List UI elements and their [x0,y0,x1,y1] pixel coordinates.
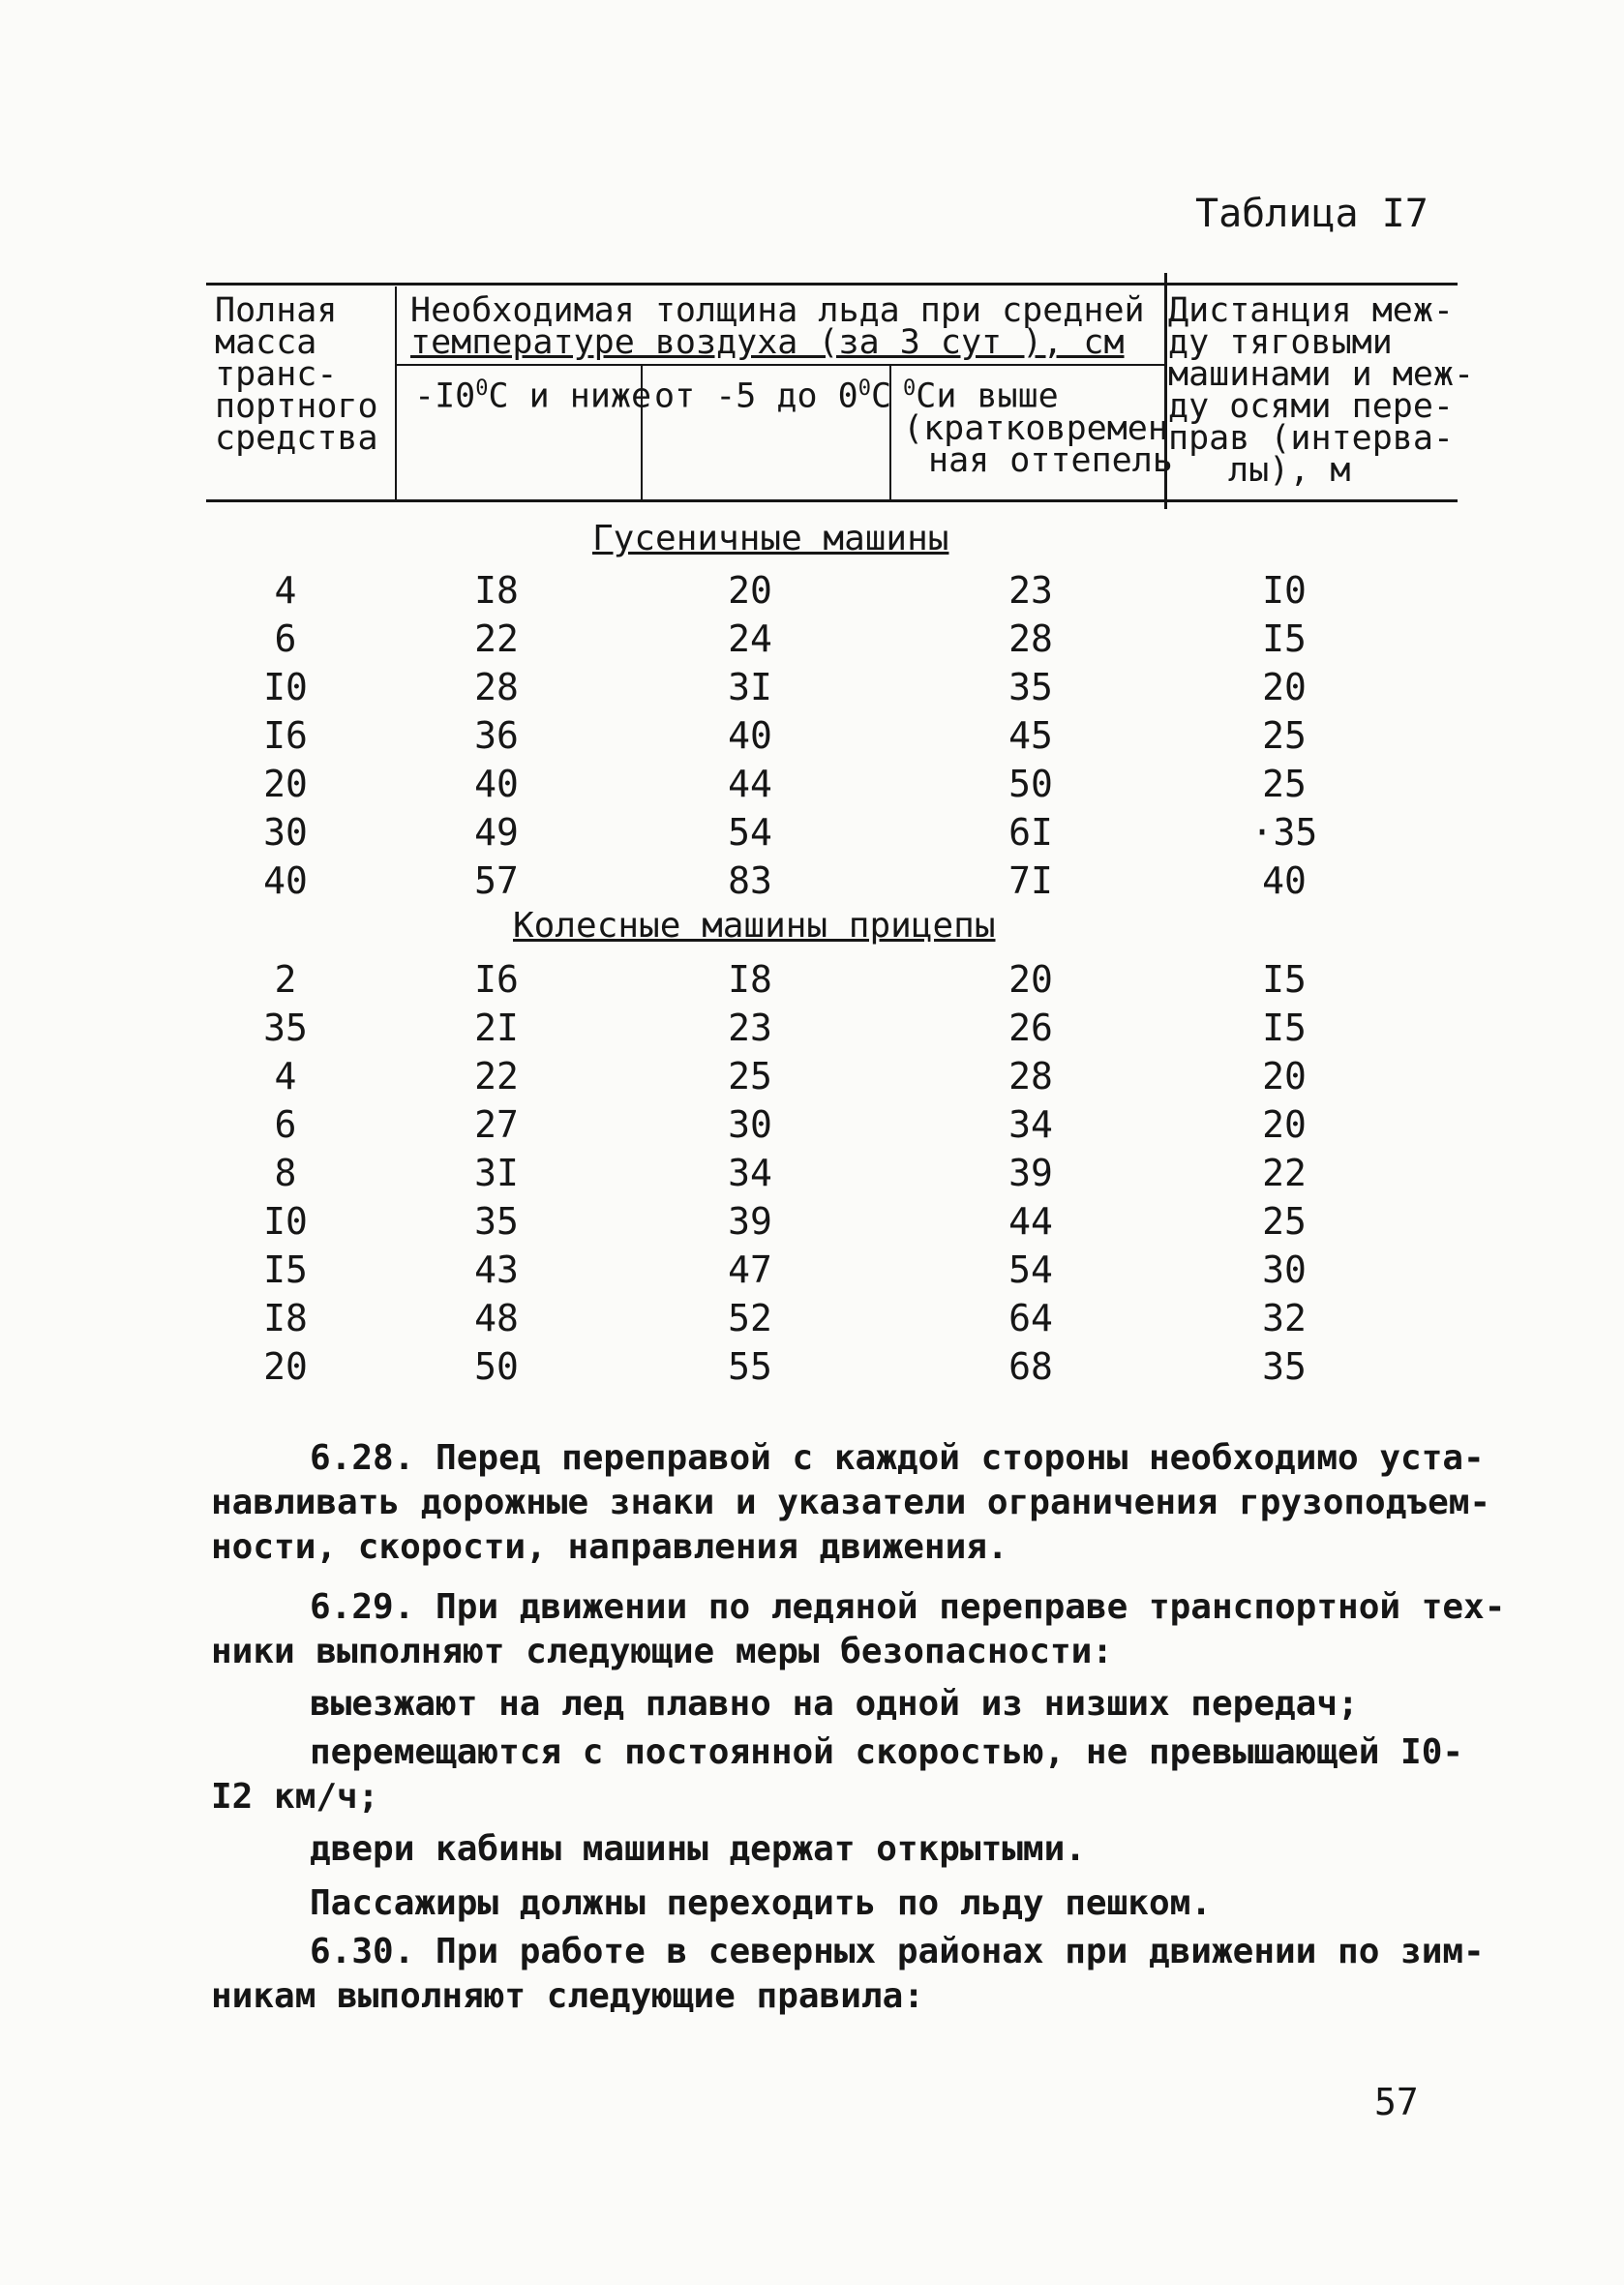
table-cell: 50 [474,1345,519,1388]
table-cell: 44 [1008,1200,1053,1243]
group-header-rule [395,364,1164,366]
table-cell: 36 [474,714,519,757]
table-cell: 25 [1262,763,1307,805]
table-cell: I0 [1262,569,1307,612]
table-cell: 43 [474,1248,519,1291]
paragraph-line: навливать дорожные знаки и указатели ограничения грузоподъем- [211,1483,1491,1522]
table-cell: I5 [1262,617,1307,660]
table-cell: 20 [728,569,772,612]
table-cell: 22 [1262,1152,1307,1194]
table-cell: 35 [263,1007,308,1049]
table-cell: 20 [1262,1103,1307,1146]
header-line: машинами и меж- [1168,355,1475,394]
table-cell: 20 [1008,958,1053,1001]
table-cell: I0 [263,1200,308,1243]
table-cell: 20 [1262,1055,1307,1097]
table-caption: Таблица I7 [1195,192,1429,236]
table-cell: 3I [474,1152,519,1194]
paragraph-line: ности, скорости, направления движения. [211,1527,1008,1567]
paragraph-line: перемещаются с постоянной скоростью, не превышающей I0- [310,1732,1464,1772]
header-zero-above [903,373,1173,480]
table-cell: 6I [1008,811,1053,854]
header-line: температуре воздуха (за 3 сут ), см [410,323,1125,362]
table-cell: 28 [1008,617,1053,660]
header-text: Си выше [916,376,1059,416]
table-cell: 20 [1262,666,1307,708]
table-cell: 24 [728,617,772,660]
table-cell: 48 [474,1297,519,1339]
table-cell: 68 [1008,1345,1053,1388]
table-cell: 83 [728,859,772,902]
table-cell: 6 [274,1103,297,1146]
header-line: ду тяговыми [1168,323,1393,362]
table-cell: 54 [728,811,772,854]
header-minus5-to-0 [654,373,892,416]
table-cell: 30 [728,1103,772,1146]
table-cell: I6 [263,714,308,757]
table-cell: 26 [1008,1007,1053,1049]
table-cell: 20 [263,1345,308,1388]
header-line: средства [215,419,378,458]
table-cell: 35 [474,1200,519,1243]
table-cell: 47 [728,1248,772,1291]
paragraph-line: выезжают на лед плавно на одной из низших передач; [310,1684,1359,1724]
table-cell: I8 [474,569,519,612]
table-cell: 22 [474,617,519,660]
table-cell: 52 [728,1297,772,1339]
table-top-rule [206,283,1458,286]
paragraph-line: 6.28. Перед переправой с каждой стороны необходимо уста- [310,1438,1485,1478]
table-cell: 28 [474,666,519,708]
table-cell: 8 [274,1152,297,1194]
page-number: 57 [1374,2081,1419,2123]
header-line: лы), м [1228,451,1351,490]
table-cell: 25 [1262,1200,1307,1243]
paragraph-line: I2 км/ч; [211,1777,379,1817]
table-cell: 64 [1008,1297,1053,1339]
table-cell: 2I [474,1007,519,1049]
table-cell: 27 [474,1103,519,1146]
table-cell: 44 [728,763,772,805]
header-line: (кратковремен [903,408,1168,448]
table-cell: I0 [263,666,308,708]
table-cell: 32 [1262,1297,1307,1339]
header-line: Полная [215,291,338,330]
table-cell: 40 [263,859,308,902]
header-degree: 0 [903,376,917,401]
header-text: С [870,376,892,416]
table-cell: 34 [728,1152,772,1194]
table-cell: 34 [1008,1103,1053,1146]
header-line: портного [215,387,378,426]
paragraph-line: Пассажиры должны переходить по льду пешком. [310,1883,1212,1923]
table-cell: 22 [474,1055,519,1097]
table-cell: I8 [263,1297,308,1339]
header-text: С и ниже [488,376,652,416]
table-cell: 57 [474,859,519,902]
table-cell: 28 [1008,1055,1053,1097]
header-minus10-below [414,373,652,416]
header-line: ная оттепель [928,440,1173,480]
table-cell: 23 [1008,569,1053,612]
table-cell: I5 [1262,958,1307,1001]
table-cell: 4 [274,569,297,612]
header-line: транс- [215,355,338,394]
header-ice-thickness [410,291,1145,362]
table-cell: 20 [263,763,308,805]
table-cell: 35 [1008,666,1053,708]
table-cell: 7I [1008,859,1053,902]
table-cell: 2 [274,958,297,1001]
header-line: масса [215,323,317,362]
paragraph-line: ники выполняют следующие меры безопасности: [211,1632,1113,1671]
table-cell: 6 [274,617,297,660]
table-cell: 40 [474,763,519,805]
header-bottom-rule [206,499,1458,502]
header-line: Дистанция меж- [1168,291,1455,330]
table-cell: 23 [728,1007,772,1049]
table-cell: 54 [1008,1248,1053,1291]
table-cell: 40 [728,714,772,757]
table-cell: 3I [728,666,772,708]
table-cell: 4 [274,1055,297,1097]
header-gross-mass [215,291,378,458]
paragraph-line: 6.30. При работе в северных районах при движении по зим- [310,1932,1485,1971]
section-title-tracked: Гусеничные машины [592,519,949,558]
table-cell: ·35 [1250,811,1318,854]
table-cell: I8 [728,958,772,1001]
header-line: Необходимая толщина льда при средней [410,291,1145,330]
table-cell: 25 [1262,714,1307,757]
table-cell: 30 [263,811,308,854]
table-cell: 49 [474,811,519,854]
paragraph-line: никам выполняют следующие правила: [211,1976,924,2016]
table-cell: I5 [1262,1007,1307,1049]
header-line: ду осями пере- [1168,387,1455,426]
header-degree: 0 [475,376,489,401]
header-line: прав (интерва- [1168,419,1455,458]
table-cell: 39 [1008,1152,1053,1194]
col-divider-1 [395,286,397,499]
table-cell: 39 [728,1200,772,1243]
section-title-wheeled: Колесные машины прицепы [513,906,996,946]
table-cell: 35 [1262,1345,1307,1388]
header-text: -I0 [414,376,476,416]
table-cell: I5 [263,1248,308,1291]
table-cell: 55 [728,1345,772,1388]
table-cell: I6 [474,958,519,1001]
header-distance [1168,291,1475,490]
paragraph-line: 6.29. При движении по ледяной переправе транспортной тех- [310,1587,1506,1627]
table-cell: 25 [728,1055,772,1097]
table-cell: 30 [1262,1248,1307,1291]
header-text: от -5 до 0 [654,376,858,416]
table-cell: 50 [1008,763,1053,805]
table-cell: 45 [1008,714,1053,757]
paragraph-line: двери кабины машины держат открытыми. [310,1829,1086,1869]
table-cell: 40 [1262,859,1307,902]
header-degree: 0 [857,376,871,401]
